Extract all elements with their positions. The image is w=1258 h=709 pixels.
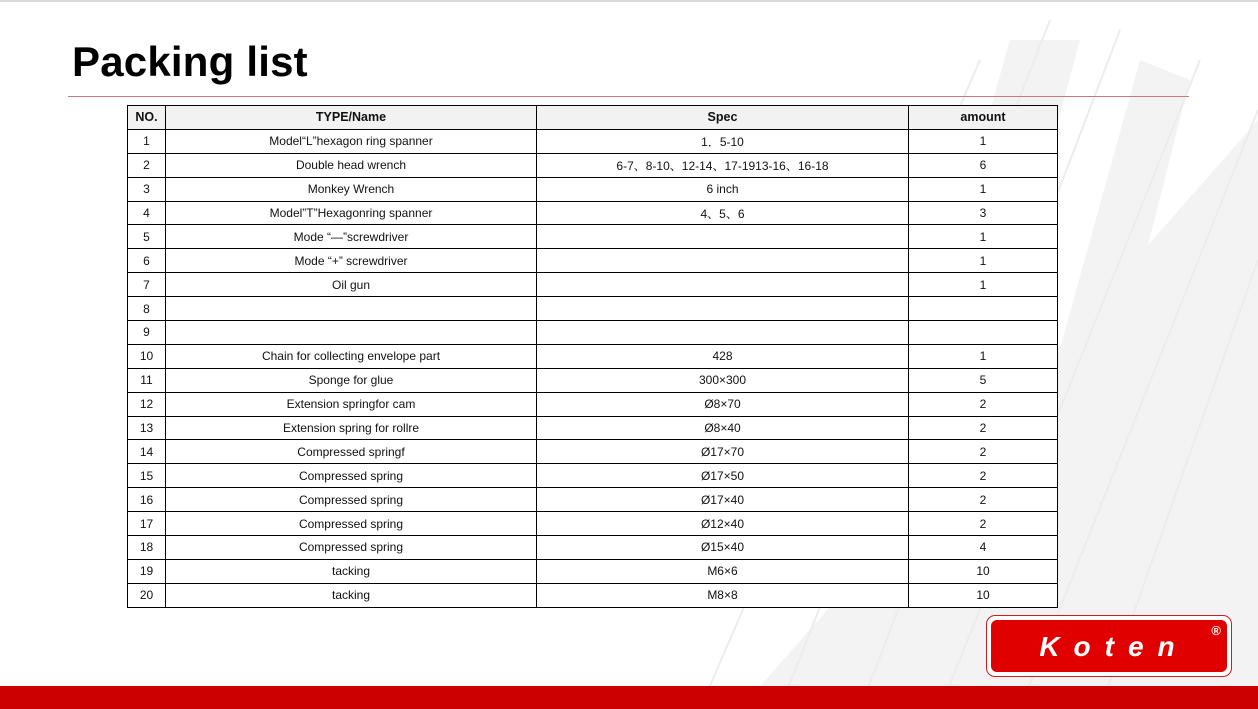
table-row [128,249,1058,273]
header-type-name: TYPE/Name [166,106,537,130]
logo-badge [991,620,1227,672]
table-row [128,416,1058,440]
cell-no: 1 [128,129,166,153]
header-no: NO. [128,106,166,130]
cell-no: 10 [128,344,166,368]
cell-no: 19 [128,559,166,583]
packing-list-table [127,105,1058,608]
cell-spec: 300×300 [537,368,909,392]
cell-type-name: Mode “—”screwdriver [166,225,537,249]
cell-type-name [166,297,537,321]
cell-spec: Ø15×40 [537,536,909,560]
table-row [128,440,1058,464]
cell-no: 6 [128,249,166,273]
footer-bar [0,686,1258,709]
cell-type-name: Sponge for glue [166,368,537,392]
table-body [128,129,1058,607]
table-row [128,512,1058,536]
cell-amount: 1 [909,177,1058,201]
table-row [128,368,1058,392]
registered-mark: ® [1211,623,1221,638]
cell-no: 20 [128,583,166,607]
cell-no: 8 [128,297,166,321]
cell-amount: 2 [909,488,1058,512]
table-row [128,536,1058,560]
cell-spec [537,225,909,249]
cell-type-name [166,321,537,345]
cell-no: 14 [128,440,166,464]
cell-spec [537,297,909,321]
logo-wordmark: Koten [1039,631,1189,662]
cell-no: 12 [128,392,166,416]
cell-amount: 1 [909,273,1058,297]
table-row [128,201,1058,225]
cell-type-name: Model“L”hexagon ring spanner [166,129,537,153]
cell-spec: Ø8×40 [537,416,909,440]
cell-spec: 6-7、8-10、12-14、17-1913-16、16-18 [537,153,909,177]
cell-type-name: Chain for collecting envelope part [166,344,537,368]
header-spec: Spec [537,106,909,130]
cell-type-name: Oil gun [166,273,537,297]
cell-spec: M8×8 [537,583,909,607]
table-row [128,464,1058,488]
cell-amount: 2 [909,392,1058,416]
cell-amount: 4 [909,536,1058,560]
table-row [128,559,1058,583]
cell-type-name: Compressed spring [166,512,537,536]
table-row [128,273,1058,297]
cell-amount: 1 [909,249,1058,273]
cell-amount: 10 [909,583,1058,607]
table-row [128,392,1058,416]
cell-type-name: Extension spring for rollre [166,416,537,440]
table-row [128,297,1058,321]
cell-amount: 3 [909,201,1058,225]
cell-no: 9 [128,321,166,345]
cell-no: 15 [128,464,166,488]
cell-amount: 5 [909,368,1058,392]
cell-type-name: Double head wrench [166,153,537,177]
cell-no: 13 [128,416,166,440]
cell-amount: 1 [909,344,1058,368]
cell-no: 7 [128,273,166,297]
cell-no: 16 [128,488,166,512]
cell-type-name: Mode “+” screwdriver [166,249,537,273]
cell-no: 3 [128,177,166,201]
table-header-row [128,106,1058,130]
cell-type-name: Compressed spring [166,464,537,488]
cell-spec [537,249,909,273]
cell-no: 4 [128,201,166,225]
cell-spec: Ø17×70 [537,440,909,464]
koten-logo [986,615,1232,677]
cell-amount: 1 [909,225,1058,249]
cell-spec: 4、5、6 [537,201,909,225]
cell-type-name: tacking [166,583,537,607]
cell-spec [537,273,909,297]
cell-type-name: Monkey Wrench [166,177,537,201]
cell-no: 17 [128,512,166,536]
table-row [128,153,1058,177]
cell-amount: 2 [909,464,1058,488]
table-row [128,321,1058,345]
header-amount: amount [909,106,1058,130]
cell-amount [909,321,1058,345]
cell-amount [909,297,1058,321]
cell-type-name: Compressed springf [166,440,537,464]
cell-spec: Ø17×50 [537,464,909,488]
cell-spec: M6×6 [537,559,909,583]
cell-amount: 1 [909,129,1058,153]
cell-type-name: Extension springfor cam [166,392,537,416]
cell-amount: 6 [909,153,1058,177]
cell-no: 5 [128,225,166,249]
table-row [128,488,1058,512]
title-divider [68,96,1189,97]
cell-spec: Ø12×40 [537,512,909,536]
cell-spec: 6 inch [537,177,909,201]
table-row [128,129,1058,153]
cell-spec: Ø8×70 [537,392,909,416]
cell-spec [537,321,909,345]
table-row [128,583,1058,607]
cell-no: 11 [128,368,166,392]
cell-amount: 2 [909,512,1058,536]
cell-type-name: Compressed spring [166,536,537,560]
table-row [128,344,1058,368]
cell-spec: 1．5-10 [537,129,909,153]
cell-amount: 2 [909,440,1058,464]
cell-spec: Ø17×40 [537,488,909,512]
cell-type-name: Compressed spring [166,488,537,512]
cell-amount: 2 [909,416,1058,440]
cell-type-name: Model”T”Hexagonring spanner [166,201,537,225]
cell-type-name: tacking [166,559,537,583]
page-title: Packing list [72,38,308,85]
cell-no: 2 [128,153,166,177]
table-row [128,225,1058,249]
table-row [128,177,1058,201]
cell-no: 18 [128,536,166,560]
cell-spec: 428 [537,344,909,368]
cell-amount: 10 [909,559,1058,583]
